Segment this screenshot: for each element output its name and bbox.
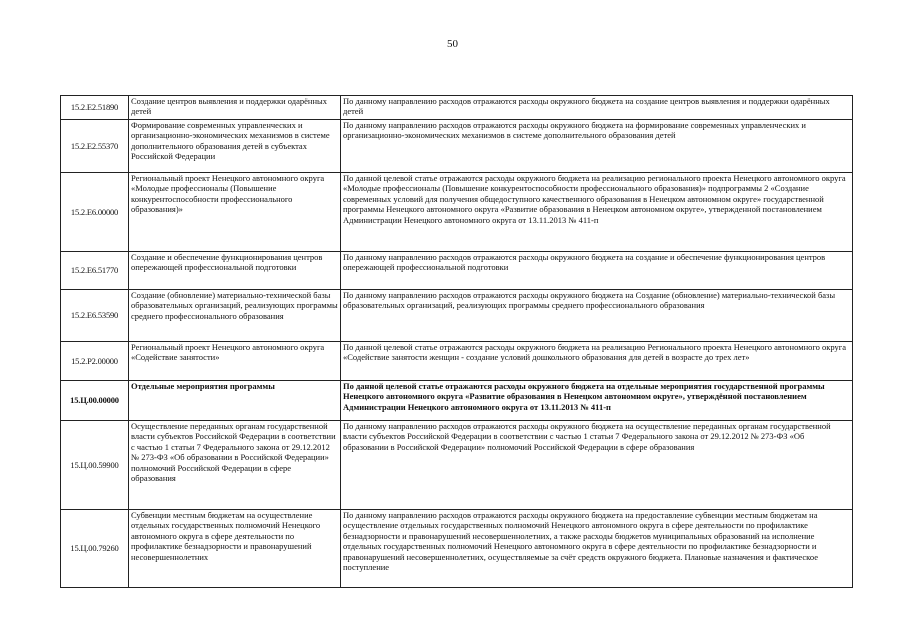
table-row xyxy=(61,252,853,290)
table-row xyxy=(61,421,853,510)
description-cell: По данной целевой статье отражаются расходы окружного бюджета на реализацию Регионального проекта Ненецкого автономного округа «Содействие занятости женщин - создание условий дошкольного образования для детей в возрасте до трех лет» xyxy=(341,342,853,381)
name-cell: Создание и обеспечение функционирования центров опережающей профессиональной подготовки xyxy=(129,252,341,290)
description-cell: По данному направлению расходов отражаются расходы окружного бюджета на создание центров выявления и поддержки одарённых детей xyxy=(341,96,853,120)
description-cell: По данной целевой статье отражаются расходы окружного бюджета на реализацию регионального проекта Ненецкого автономного округа «Молодые профессионалы (Повышение конкурентоспособности профессионального образования)» подпрограммы 2 «Создание современных условий для получения общедоступного качественного образования в Ненецком автономном округе» государственной программы Ненецкого автономного округа «Развитие образования в Ненецком автономном округе», утвержденной постановлением Администрации Ненецкого автономного округа от 13.11.2013 № 411-п xyxy=(341,173,853,252)
name-cell: Региональный проект Ненецкого автономного округа «Молодые профессионалы (Повышение конкурентоспособности профессионального образования)» xyxy=(129,173,341,252)
table-row xyxy=(61,120,853,173)
description-cell: По данной целевой статье отражаются расходы окружного бюджета на отдельные мероприятия государственной программы Ненецкого автономного округа «Развитие образования в Ненецком автономном округе», утверждённой постановлением Администрации Ненецкого автономного округа от 13.11.2013 № 411-п xyxy=(341,381,853,421)
name-cell: Субвенции местным бюджетам на осуществление отдельных государственных полномочий Ненецкого автономного округа в сфере деятельности по профилактике безнадзорности и правонарушений несовершеннолетних xyxy=(129,510,341,588)
table-row xyxy=(61,96,853,120)
budget-classification-table xyxy=(60,95,853,588)
name-cell: Отдельные мероприятия программы xyxy=(129,381,341,421)
code-cell: 15.2.E6.53590 xyxy=(61,290,129,342)
code-cell: 15.2.E2.51890 xyxy=(61,96,129,120)
description-cell: По данному направлению расходов отражаются расходы окружного бюджета на осуществление переданных органам государственной власти субъектов Российской Федерации в соответствии с частью 1 статьи 7 Федерального закона от 29.12.2012 № 273-ФЗ «Об образовании в Российской Федерации» полномочий Российской Федерации в сфере образования xyxy=(341,421,853,510)
code-cell: 15.2.P2.00000 xyxy=(61,342,129,381)
name-cell: Осуществление переданных органам государственной власти субъектов Российской Федерации в соответствии с частью 1 статьи 7 Федерального закона от 29.12.2012 № 273-ФЗ «Об образовании в Российской Федерации» полномочий Российской Федерации в сфере образования xyxy=(129,421,341,510)
description-cell: По данному направлению расходов отражаются расходы окружного бюджета на Создание (обновление) материально-технической базы образовательных организаций, реализующих программы среднего профессионального образования xyxy=(341,290,853,342)
code-cell: 15.2.E2.55370 xyxy=(61,120,129,173)
code-cell: 15.Ц.00.00000 xyxy=(61,381,129,421)
table-row xyxy=(61,173,853,252)
table-row xyxy=(61,381,853,421)
description-cell: По данному направлению расходов отражаются расходы окружного бюджета на предоставление субвенции местным бюджетам на осуществление отдельных государственных полномочий Ненецкого автономного округа в сфере деятельности по профилактике безнадзорности и правонарушений несовершеннолетних, а также расходы бюджетов муниципальных образований на исполнение отдельных государственных полномочий Ненецкого автономного округа в сфере деятельности по профилактике безнадзорности и правонарушений несовершеннолетних, осуществляемые за счёт средств окружного бюджета. Плановые назначения и фактическое поступление xyxy=(341,510,853,588)
description-cell: По данному направлению расходов отражаются расходы окружного бюджета на формирование современных управленческих и организационно-экономических механизмов в системе дополнительного образования детей xyxy=(341,120,853,173)
table-row xyxy=(61,290,853,342)
name-cell: Формирование современных управленческих и организационно-экономических механизмов в системе дополнительного образования детей в субъектах Российской Федерации xyxy=(129,120,341,173)
description-cell: По данному направлению расходов отражаются расходы окружного бюджета на создание и обеспечение функционирования центров опережающей профессиональной подготовки xyxy=(341,252,853,290)
code-cell: 15.2.E6.00000 xyxy=(61,173,129,252)
name-cell: Региональный проект Ненецкого автономного округа «Содействие занятости» xyxy=(129,342,341,381)
table-row xyxy=(61,510,853,588)
table-row xyxy=(61,342,853,381)
code-cell: 15.Ц.00.79260 xyxy=(61,510,129,588)
name-cell: Создание (обновление) материально-технической базы образовательных организаций, реализующих программы среднего профессионального образования xyxy=(129,290,341,342)
code-cell: 15.2.E6.51770 xyxy=(61,252,129,290)
code-cell: 15.Ц.00.59900 xyxy=(61,421,129,510)
name-cell: Создание центров выявления и поддержки одарённых детей xyxy=(129,96,341,120)
page-number: 50 xyxy=(447,38,458,50)
